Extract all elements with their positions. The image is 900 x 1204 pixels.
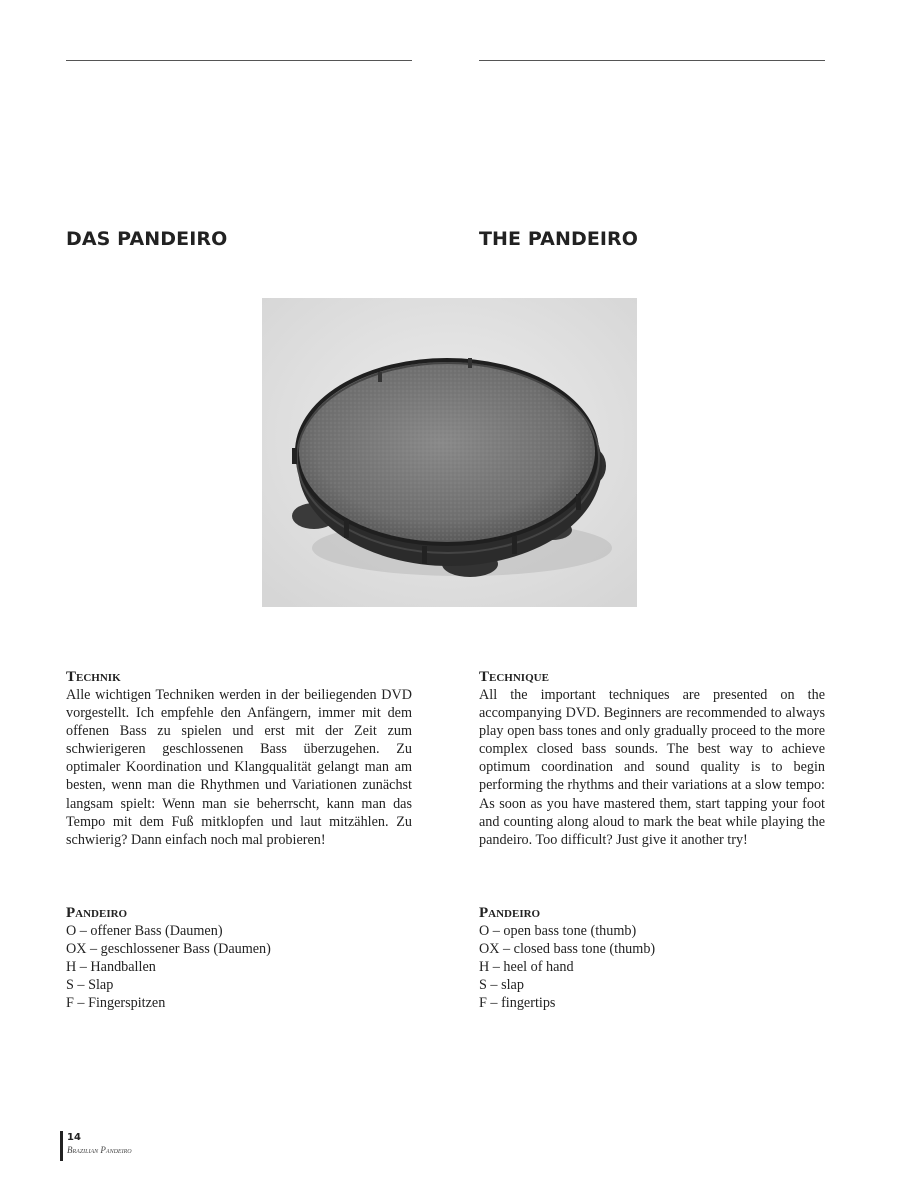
top-rule-right [479,60,825,61]
page-footer [60,1131,132,1161]
legend-item: OX – geschlossener Bass (Daumen) [66,941,271,958]
page-number: 14 [67,1132,81,1143]
technique-title-english: Technique [479,669,549,685]
top-rule-left [66,60,412,61]
technique-text-english: All the important techniques are presented on the accompanying DVD. Beginners are recommended to always play open bass tones and only gradually proceed to the more complex closed bass sounds. The best way to achieve optimum coordination and sound quality is to begin performing the rhythms and their variations at a slow tempo: As soon as you have mastered them, start tapping your foot and counting along aloud to mark the beat while playing the pandeiro. Too difficult? Just give it another try! [479,687,825,848]
legend-title-german: Pandeiro [66,905,128,921]
heading-german: DAS PANDEIRO [66,228,228,250]
pandeiro-photo [262,298,637,607]
legend-item: H – heel of hand [479,959,574,976]
legend-item: F – fingertips [479,995,556,1012]
technique-section-german [66,669,412,849]
legend-list-english [479,922,825,1012]
heading-english: THE PANDEIRO [479,228,639,250]
legend-title-english: Pandeiro [479,905,541,921]
legend-item: O – offener Bass (Daumen) [66,923,223,939]
technique-text-german: Alle wichtigen Techniken werden in der beiliegenden DVD vorgestellt. Ich empfehle den Anfängern, immer mit dem offenen Bass zu spielen und erst mit der Zeit zum schwierigeren geschlossenen Bass überzugehen. Zu optimaler Koordination und Klangqualität gelangt man am besten, wenn man die Rhythmen und Variationen zunächst langsam spielt: Wenn man sie beherrscht, kann man das Tempo mit dem Fuß mitklopfen und laut mitzählen. Zu schwierig? Dann einfach noch mal probieren! [66,687,412,848]
legend-section-german [66,905,412,1012]
legend-list-german [66,922,412,1012]
legend-item: OX – closed bass tone (thumb) [479,941,656,958]
legend-item: S – slap [479,977,524,994]
technique-title-german: Technik [66,669,121,685]
pandeiro-illustration [262,298,637,607]
legend-item: O – open bass tone (thumb) [479,923,637,939]
running-title: Brazilian Pandeiro [67,1145,132,1155]
legend-section-english [479,905,825,1012]
technique-section-english [479,669,825,849]
legend-item: F – Fingerspitzen [66,995,166,1012]
legend-item: S – Slap [66,977,114,994]
legend-item: H – Handballen [66,959,156,976]
